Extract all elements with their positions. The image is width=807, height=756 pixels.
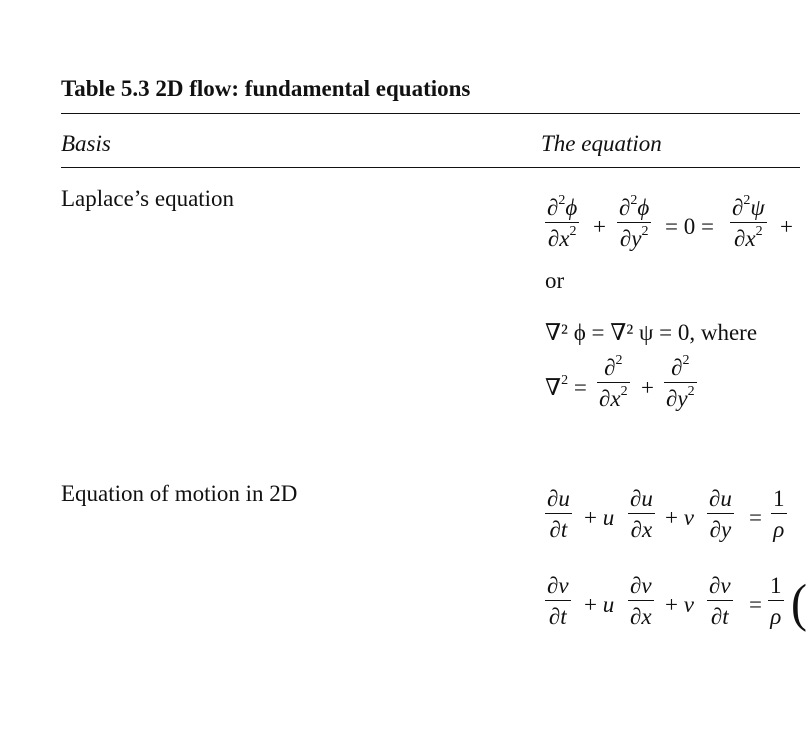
plus-v: + v [665,505,694,530]
header-basis: Basis [61,131,111,156]
fraction: ∂v ∂x [630,573,652,629]
plus-sign: + [780,214,793,239]
plus-u: + u [584,592,615,617]
fraction: ∂v ∂t [547,573,569,629]
fraction: ∂$^2$ $\partial x^2$ [599,353,628,411]
fraction: ∂$^2$ψ $\partial x^2$ [732,193,765,251]
connector-or: or [545,268,565,293]
fraction: ∂u ∂y [709,486,732,542]
fraction: ∂u ∂t [547,486,570,542]
equals-sign: = [749,505,762,530]
plus-sign: + [593,214,606,239]
plus-sign: + [641,375,654,400]
row-basis-laplace: Laplace’s equation [61,186,235,211]
fraction: ∂u ∂x [630,486,653,542]
equals-sign: = [749,592,762,617]
plus-u: + u [584,505,615,530]
row-basis-motion: Equation of motion in 2D [61,481,298,506]
equals-zero-equals: = 0 = [665,214,714,239]
fraction: 1 ρ [770,573,782,629]
nabla-squared: ∇$^2$ = [545,373,587,400]
header-equation: The equation [541,131,662,156]
nabla-line: ∇² ϕ = ∇² ψ = 0, where [545,320,758,345]
table-title: Table 5.3 2D flow: fundamental equations [61,76,471,101]
fraction: ∂$^2$ $\partial y^2$ [666,353,695,411]
fraction: 1 ρ [773,486,785,542]
fraction: ∂v ∂t [709,573,731,629]
header-rule [61,167,800,168]
plus-v: + v [665,592,694,617]
fraction: ∂$^2$ϕ $\partial x^2$ [547,193,578,251]
open-parenthesis: ( [791,574,807,633]
top-rule [61,113,800,114]
fraction: ∂$^2$ϕ $\partial y^2$ [619,193,650,251]
